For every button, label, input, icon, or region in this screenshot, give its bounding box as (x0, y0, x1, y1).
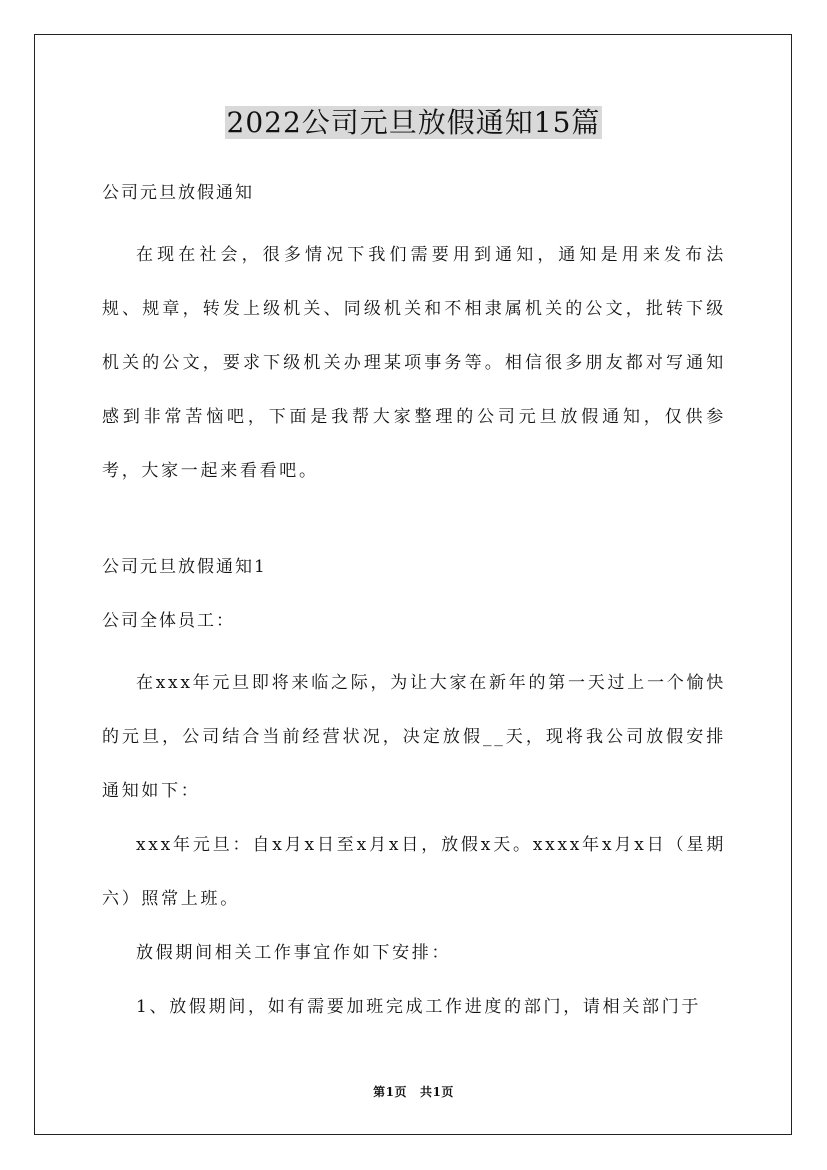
page-total: 共1页 (419, 1085, 454, 1099)
document-title-text: 2022公司元旦放假通知15篇 (226, 106, 601, 139)
salutation: 公司全体员工： (102, 611, 235, 631)
paragraph-3: 放假期间相关工作事宜作如下安排： (136, 943, 452, 963)
paragraph-4: 1、放假期间，如有需要加班完成工作进度的部门，请相关部门于 (136, 997, 702, 1017)
document-title (0, 104, 827, 142)
section-heading-1: 公司元旦放假通知1 (102, 557, 267, 577)
intro-heading: 公司元旦放假通知 (102, 183, 254, 203)
document-body (102, 174, 726, 1034)
intro-paragraph: 在现在社会，很多情况下我们需要用到通知，通知是用来发布法规、规章，转发上级机关、同级机关和不相隶属机关的公文，批转下级机关的公文，要求下级机关办理某项事务等。相信很多朋友都对写通知感到非常苦恼吧，下面是我帮大家整理的公司元旦放假通知，仅供参考，大家一起来看看吧。 (102, 245, 726, 481)
paragraph-2: xxx年元旦：自x月x日至x月x日，放假x天。xxxx年x月x日（星期六）照常上班。 (102, 835, 726, 909)
paragraph-1: 在xxx年元旦即将来临之际，为让大家在新年的第一天过上一个愉快的元旦，公司结合当前经营状况，决定放假__天，现将我公司放假安排通知如下： (102, 673, 726, 801)
page-footer (0, 1083, 827, 1100)
blank-line (102, 498, 726, 552)
page-number: 第1页 (373, 1085, 408, 1099)
